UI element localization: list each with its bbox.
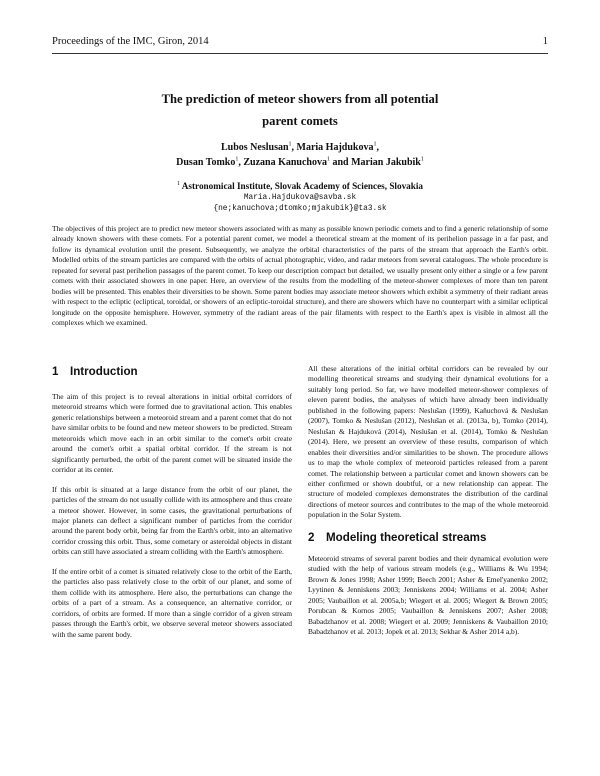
author-name: Marian Jakubik xyxy=(351,156,421,168)
author-name: Zuzana Kanuchova xyxy=(243,156,327,168)
section-heading-modeling xyxy=(308,530,548,546)
section-number: 1 xyxy=(52,365,59,378)
affiliation xyxy=(52,180,548,192)
paragraph: If this orbit is situated at a large distance from the orbit of our planet, the particles of the stream do not usually collide with its atmosphere and thus create a meteor shower. However, in some cases, the gravitational perturbations of major planets can deflect a significant number of particles from the corridor around the parent body orbit, being far from the Earth's orbit, into an alternative corridor crossing this orbit. Thus, some cometary or asteroidal objects in distant orbits can still have associated a stream colliding with the Earth's atmosphere. xyxy=(52,484,292,557)
paragraph: All these alterations of the initial orbital corridors can be revealed by our modelling theoretical streams and studying their dynamical evolutions for a suitably long period. So far, we have modelled meteor-shower complexes of eleven parent bodies, the analyses of which have already been individually published in the following papers: Neslušan (1999), Kaňuchová & Neslušan (2007), Tomko & Neslušan (2012), Neslušan et al. (2013a, b), Tomko (2014), Neslušan & Hajduková (2014), Neslušan et al. (2014), Tomko & Neslušan (2014). Here, we present an overview of these results, comparison of which enables their diversities and/or similarities to be shown. The procedure allows us to map the whole complex of meteoroid particles released from a parent comet. The relationship between a particular comet and known showers can be either confirmed or shown doubtful, or a new relationship can appear. The structure of modeled complexes demonstrates the distribution of the cardinal directions of meteor sources and contributes to the map of the whole meteoroid population in the Solar System. xyxy=(308,364,548,520)
email-address[interactable]: {ne;kanuchova;dtomko;mjakubik}@ta3.sk xyxy=(213,205,387,213)
abstract: The objectives of this project are to predict new meteor showers associated with as many as possible known periodic comets and to find a generic relationship of some already known showers with these comets. For a potential parent comet, we model a theoretical stream at the moment of its perihelion passage in a far past, and follow its dynamical evolution until the present. Subsequently, we analyze the orbital characteristics of the parts of the stream that approach the Earth's orbit. Modelled orbits of the stream particles are compared with the orbits of actual photographic, video, and radar meteors from several catalogues. The whole procedure is repeated for several past perihelion passages of the parent comet. To keep our description compact but detailed, we usually present only either a single or a few parent comets with their associated showers in one paper. Here, an overview of the results from the modelling of the meteor-shower complexes of more than ten parent bodies will be presented. This enables their diversities to be shown. Some parent bodies may associate meteor showers which exhibit a symmetry of their radiant areas with respect to the ecliptic (ecliptical, toroidal, or showers of an ecliptic-toroidal structure), and there are showers which have no counterpart with a similar ecliptical longitude on the opposite hemisphere. However, symmetry of the radiant areas of the pair filaments with respect to the Earth's apex is visible in almost all the complexes which we examined. xyxy=(52,224,548,328)
right-column xyxy=(308,364,548,646)
author-conjunction: and xyxy=(332,156,349,168)
paper-title xyxy=(52,88,548,132)
paragraph: If the entire orbit of a comet is situated relatively close to the orbit of the Earth, the particles also pass relatively close to the orbit of our planet, and some of them collide with its atmosphere. Here also, the perturbations can change the orbits of a part of a stream. As a consequence, an alternative corridor, or corridors, of orbits are formed. If more than a single corridor of a given stream passes through the Earth's orbit, we observe several meteor showers associated with the same parent body. xyxy=(52,566,292,639)
affiliation-marker: 1 xyxy=(373,141,377,148)
section-title: Modeling theoretical streams xyxy=(326,530,487,544)
author-list xyxy=(52,141,548,170)
affiliation-marker: 1 xyxy=(235,156,239,163)
affiliation-marker: 1 xyxy=(176,180,180,187)
section-title: Introduction xyxy=(70,365,138,378)
title-line-1: The prediction of meteor showers from all potential xyxy=(161,92,439,106)
section-number: 2 xyxy=(308,530,315,544)
section-heading-introduction xyxy=(52,364,292,380)
email-address[interactable]: Maria.Hajdukova@savba.sk xyxy=(243,194,357,202)
affiliation-marker: 1 xyxy=(288,141,292,148)
author-name: Dusan Tomko xyxy=(176,156,236,168)
affiliation-text: Astronomical Institute, Slovak Academy of Sciences, Slovakia xyxy=(181,181,424,191)
author-line-2: Dusan Tomko$^1$, Zuzana Kanuchova$^1$ and Marian Jakubik$^1$ xyxy=(176,156,424,168)
page-number: 1 xyxy=(542,36,548,47)
affiliation-marker: 1 xyxy=(420,156,424,163)
email-block xyxy=(52,193,548,215)
author-name: Lubos Neslusan xyxy=(221,142,289,153)
running-head xyxy=(52,36,548,52)
author-line-1: Lubos Neslusan$^1$, Maria Hajdukova$^1$, xyxy=(221,141,379,153)
affiliation-marker: 1 xyxy=(326,156,330,163)
journal-name: Proceedings of the IMC, Giron, 2014 xyxy=(52,36,209,47)
left-column xyxy=(52,364,292,649)
header-rule xyxy=(52,53,548,54)
paragraph: The aim of this project is to reveal alterations in initial orbital corridors of meteoroid streams which were formed due to gravitational action. This enables generic relationships between a meteoroid stream and a parent comet that do not have similar orbits to be found and new meteor showers to be predicted. Stream meteoroids which move each in an orbit similar to the comet's orbit create around the comet's orbit a spatial orbital corridor. If the stream is not significantly perturbed, the orbit of the parent comet will be situated inside the corridor at its center. xyxy=(52,392,292,475)
paragraph: Meteoroid streams of several parent bodies and their dynamical evolution were studied with the help of various stream models (e.g., Williams & Wu 1994; Brown & Jones 1998; Asher 1999; Beech 2001; Asher & Emel'yanenko 2002; Lyytinen & Jenniskens 2003; Jenniskens 2004; Williams et al. 2004; Asher 2005; Vaubaillon et al. 2005a,b; Wiegert et al. 2005; Wiegert & Brown 2005; Porubcan & Kornos 2005; Vaubaillon & Jenniskens 2007; Asher 2008; Babadzhanov et al. 2008; Wiegert et al. 2009; Jenniskens & Vaubaillon 2010; Babadzhanov et al. 2013; Jopek et al. 2013; Sekhar & Asher 2014 a,b). xyxy=(308,553,548,636)
author-name: Maria Hajdukova xyxy=(296,142,374,153)
title-line-2: parent comets xyxy=(262,114,338,128)
